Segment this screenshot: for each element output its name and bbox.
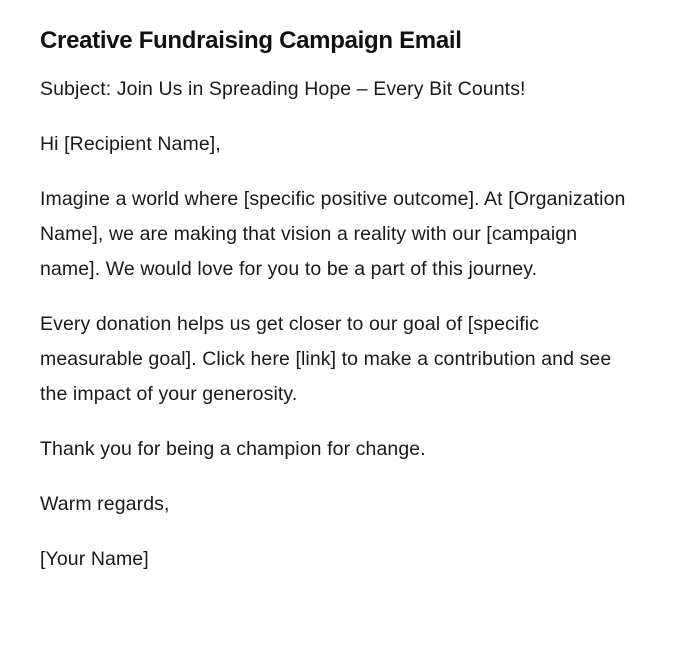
email-signature: [Your Name] — [40, 548, 149, 570]
email-thanks-line: Thank you for being a champion for change. — [40, 438, 426, 460]
document-title: Creative Fundraising Campaign Email — [40, 27, 462, 54]
email-greeting: Hi [Recipient Name], — [40, 133, 221, 155]
email-closing: Warm regards, — [40, 493, 170, 515]
email-body-paragraph-1: Imagine a world where [specific positive outcome]. At [Organization Name], we are making that vision a reality with our [campaign name]. We would love for you to be a part of this journey. — [40, 188, 626, 280]
email-body-paragraph-2: Every donation helps us get closer to our goal of [specific measurable goal]. Click here [link] to make a contribution and see the impact of your generosity. — [40, 313, 612, 405]
email-subject-line: Subject: Join Us in Spreading Hope – Every Bit Counts! — [40, 78, 526, 100]
